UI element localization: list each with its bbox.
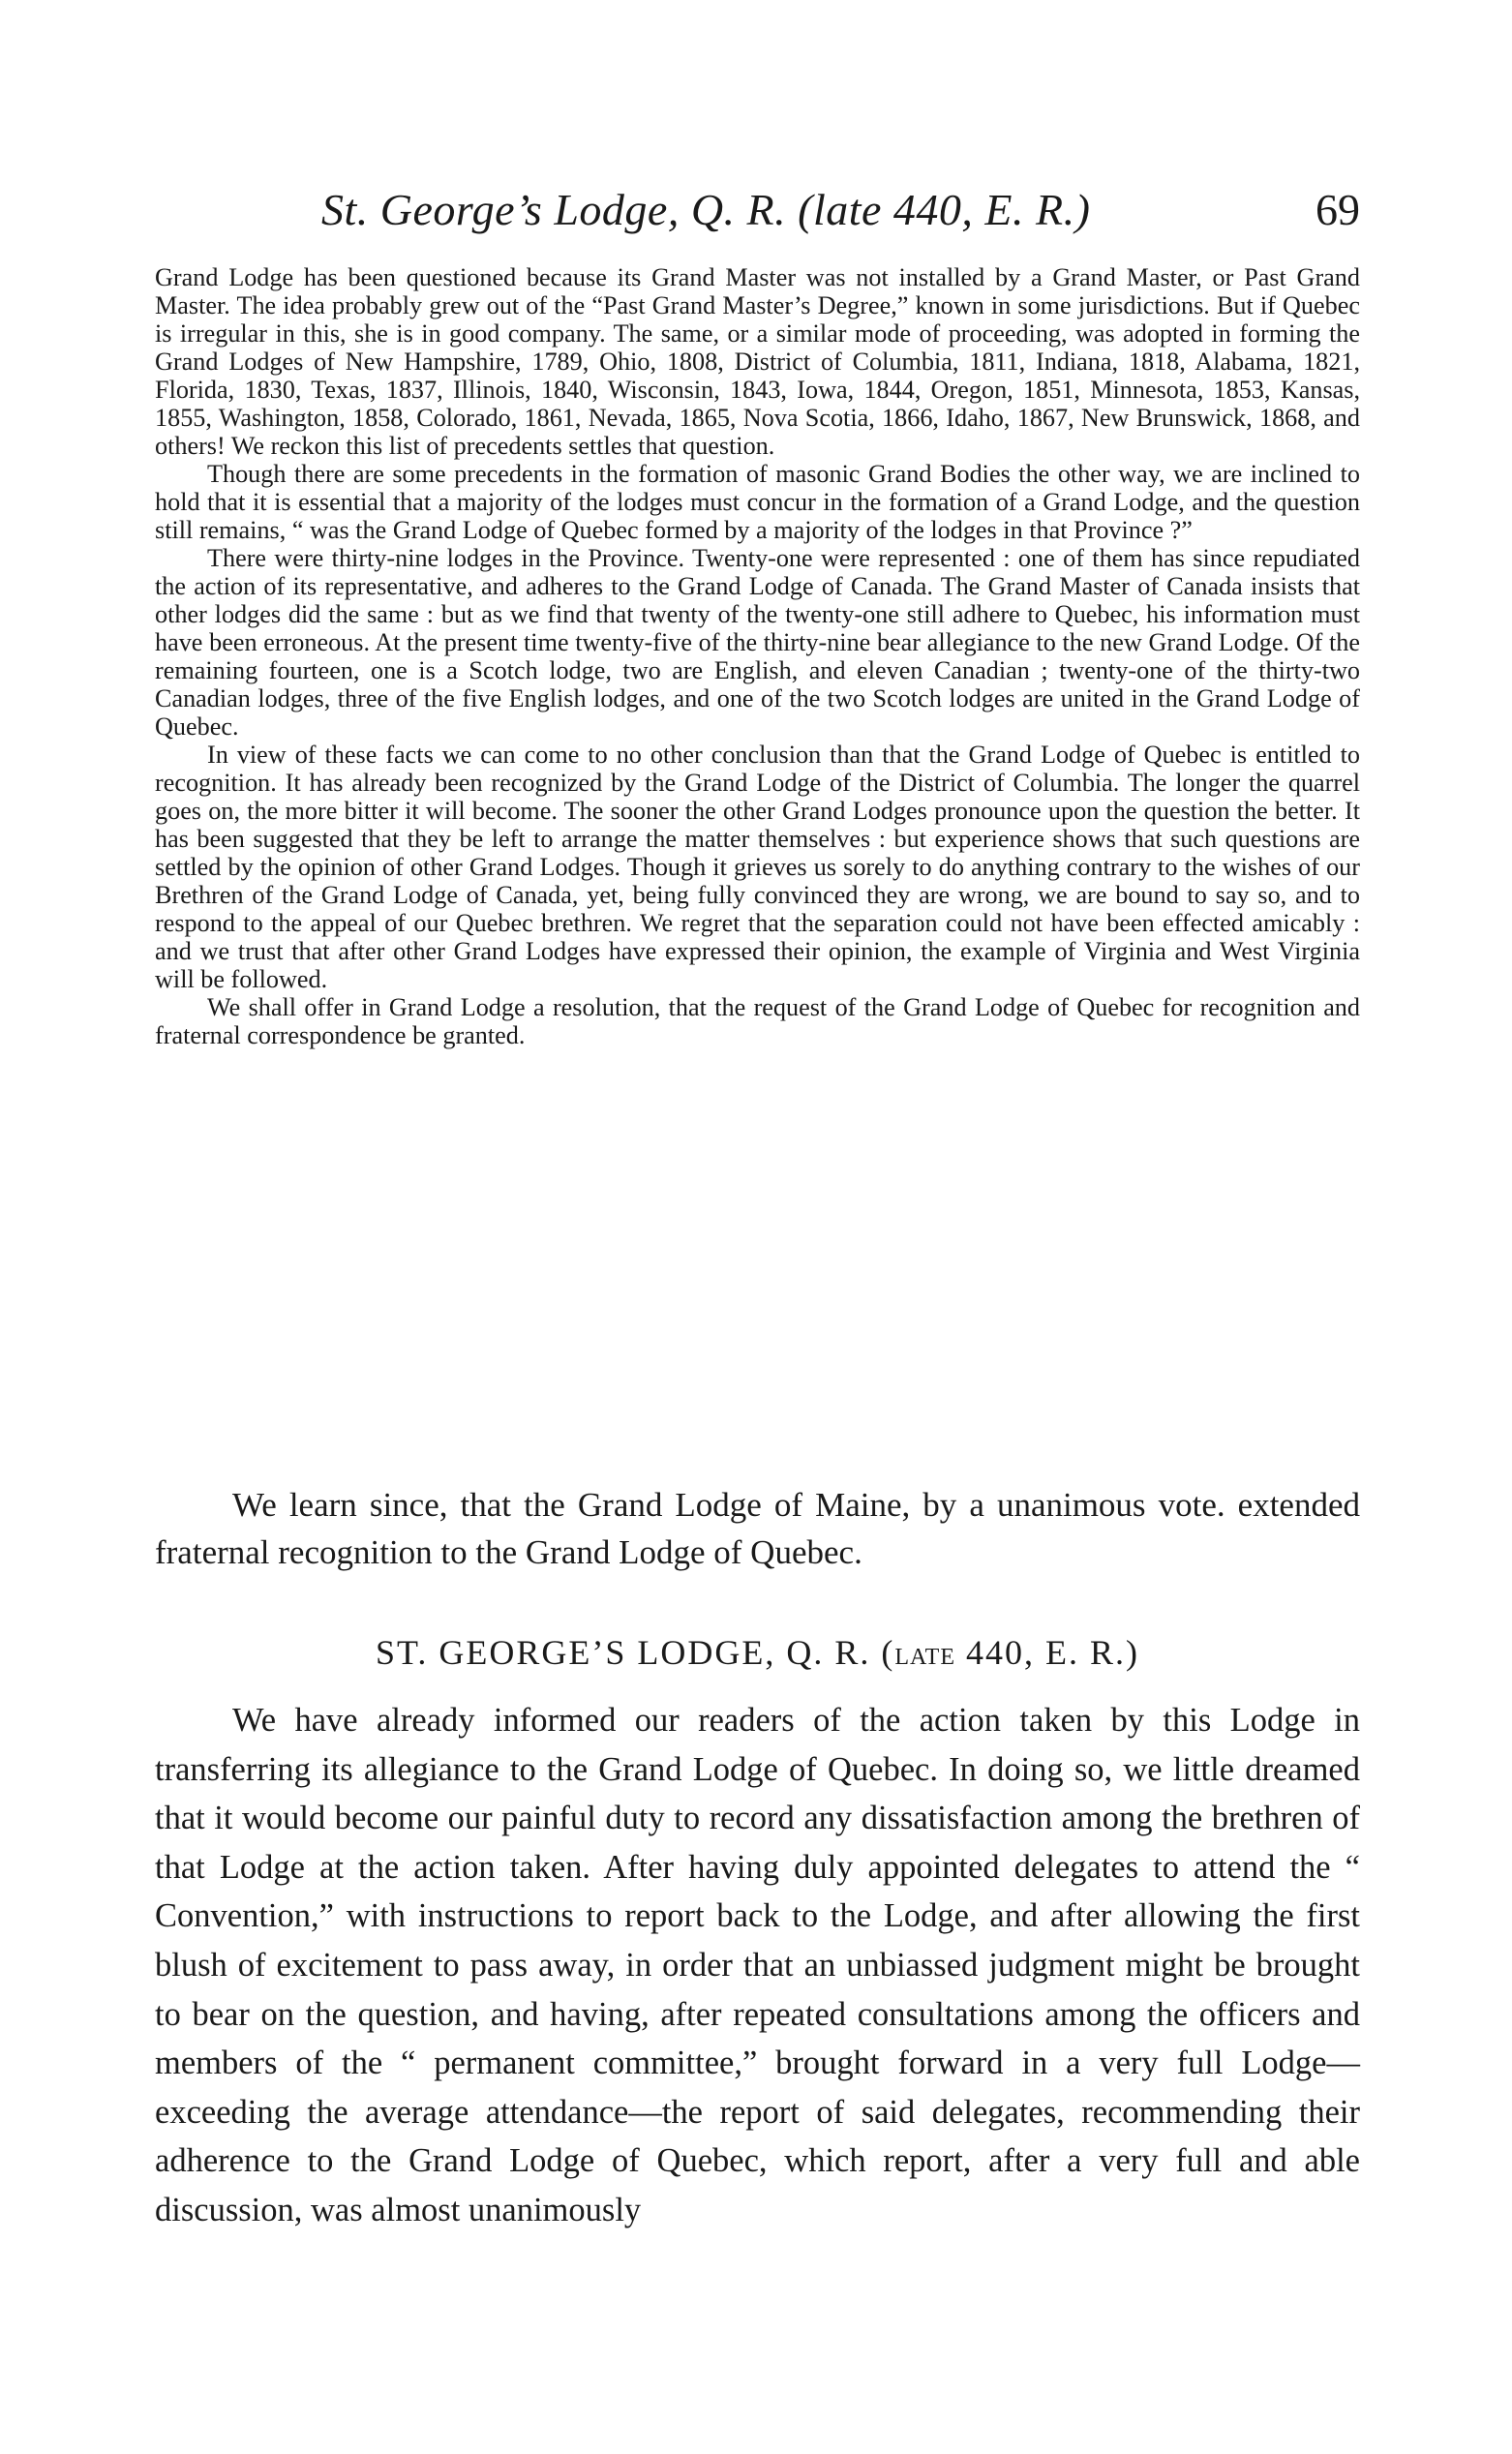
- article-paragraph: Grand Lodge has been questioned because its Grand Master was not installed by a Grand Master, or Past Grand Master. The idea probably grew out of the “Past Grand Master’s Degree,” known in some jurisdictions. But if Quebec is irregular in this, she is in good company. The same, or a similar mode of proceeding, was adopted in forming the Grand Lodges of New Hampshire, 1789, Ohio, 1808, District of Columbia, 1811, Indiana, 1818, Alabama, 1821, Florida, 1830, Texas, 1837, Illinois, 1840, Wisconsin, 1843, Iowa, 1844, Oregon, 1851, Minnesota, 1853, Kansas, 1855, Washington, 1858, Colorado, 1861, Nevada, 1865, Nova Scotia, 1866, Idaho, 1867, New Brunswick, 1868, and others! We reckon this list of precedents settles that question.: [155, 263, 1360, 460]
- section-heading: [155, 1632, 1360, 1673]
- article-paragraph: We shall offer in Grand Lodge a resolution, that the request of the Grand Lodge of Quebec for recognition and fraternal correspondence be granted.: [155, 993, 1360, 1049]
- article-continued: [155, 263, 1360, 1049]
- page-number: 69: [1315, 185, 1360, 234]
- section-body: [155, 1696, 1360, 2235]
- heading-tail: 440, E. R.): [954, 1633, 1139, 1672]
- heading-main: ST. GEORGE’S LODGE, Q. R. (: [376, 1633, 895, 1672]
- article-paragraph: There were thirty-nine lodges in the Province. Twenty-one were represented : one of them has since repudiated the action of its representative, and adheres to the Grand Lodge of Canada. The Grand Master of Canada insists that other lodges did the same : but as we find that twenty of the twenty-one still adhere to Quebec, his information must have been erroneous. At the present time twenty-five of the thirty-nine bear allegiance to the new Grand Lodge. Of the remaining fourteen, one is a Scotch lodge, two are English, and eleven Canadian ; twenty-one of the thirty-two Canadian lodges, three of the five English lodges, and one of the two Scotch lodges are united in the Grand Lodge of Quebec.: [155, 544, 1360, 741]
- notice-paragraph: We learn since, that the Grand Lodge of Maine, by a unanimous vote. extended fraternal recognition to the Grand Lodge of Quebec.: [155, 1486, 1360, 1571]
- maine-recognition-notice: [155, 1481, 1360, 1576]
- running-head: [155, 184, 1360, 252]
- running-title: St. George’s Lodge, Q. R. (late 440, E. R.): [321, 185, 1091, 234]
- heading-late: LATE: [894, 1645, 955, 1670]
- article-paragraph: In view of these facts we can come to no other conclusion than that the Grand Lodge of Quebec is entitled to recognition. It has already been recognized by the Grand Lodge of the District of Columbia. The longer the quarrel goes on, the more bitter it will become. The sooner the other Grand Lodges pronounce upon the question the better. It has been suggested that they be left to arrange the matter themselves : but experience shows that such questions are settled by the opinion of other Grand Lodges. Though it grieves us sorely to do anything contrary to the wishes of our Brethren of the Grand Lodge of Canada, yet, being fully convinced they are wrong, we are bound to say so, and to respond to the appeal of our Quebec brethren. We regret that the separation could not have been effected amicably : and we trust that after other Grand Lodges have expressed their opinion, the example of Virginia and West Virginia will be followed.: [155, 741, 1360, 993]
- article-paragraph: Though there are some precedents in the formation of masonic Grand Bodies the other way, we are inclined to hold that it is essential that a majority of the lodges must concur in the formation of a Grand Lodge, and the question still remains, “ was the Grand Lodge of Quebec formed by a majority of the lodges in that Province ?”: [155, 460, 1360, 544]
- section-paragraph: We have already informed our readers of the action taken by this Lodge in transferring its allegiance to the Grand Lodge of Quebec. In doing so, we little dreamed that it would become our painful duty to record any dissatisfaction among the brethren of that Lodge at the action taken. After having duly appointed delegates to attend the “ Convention,” with instructions to report back to the Lodge, and after allowing the first blush of excitement to pass away, in order that an unbiassed judgment might be brought to bear on the question, and having, after repeated consultations among the officers and members of the “ permanent committee,” brought forward in a very full Lodge—exceeding the average attendance—the report of said delegates, recommending their adherence to the Grand Lodge of Quebec, which report, after a very full and able discussion, was almost unanimously: [155, 1702, 1360, 2228]
